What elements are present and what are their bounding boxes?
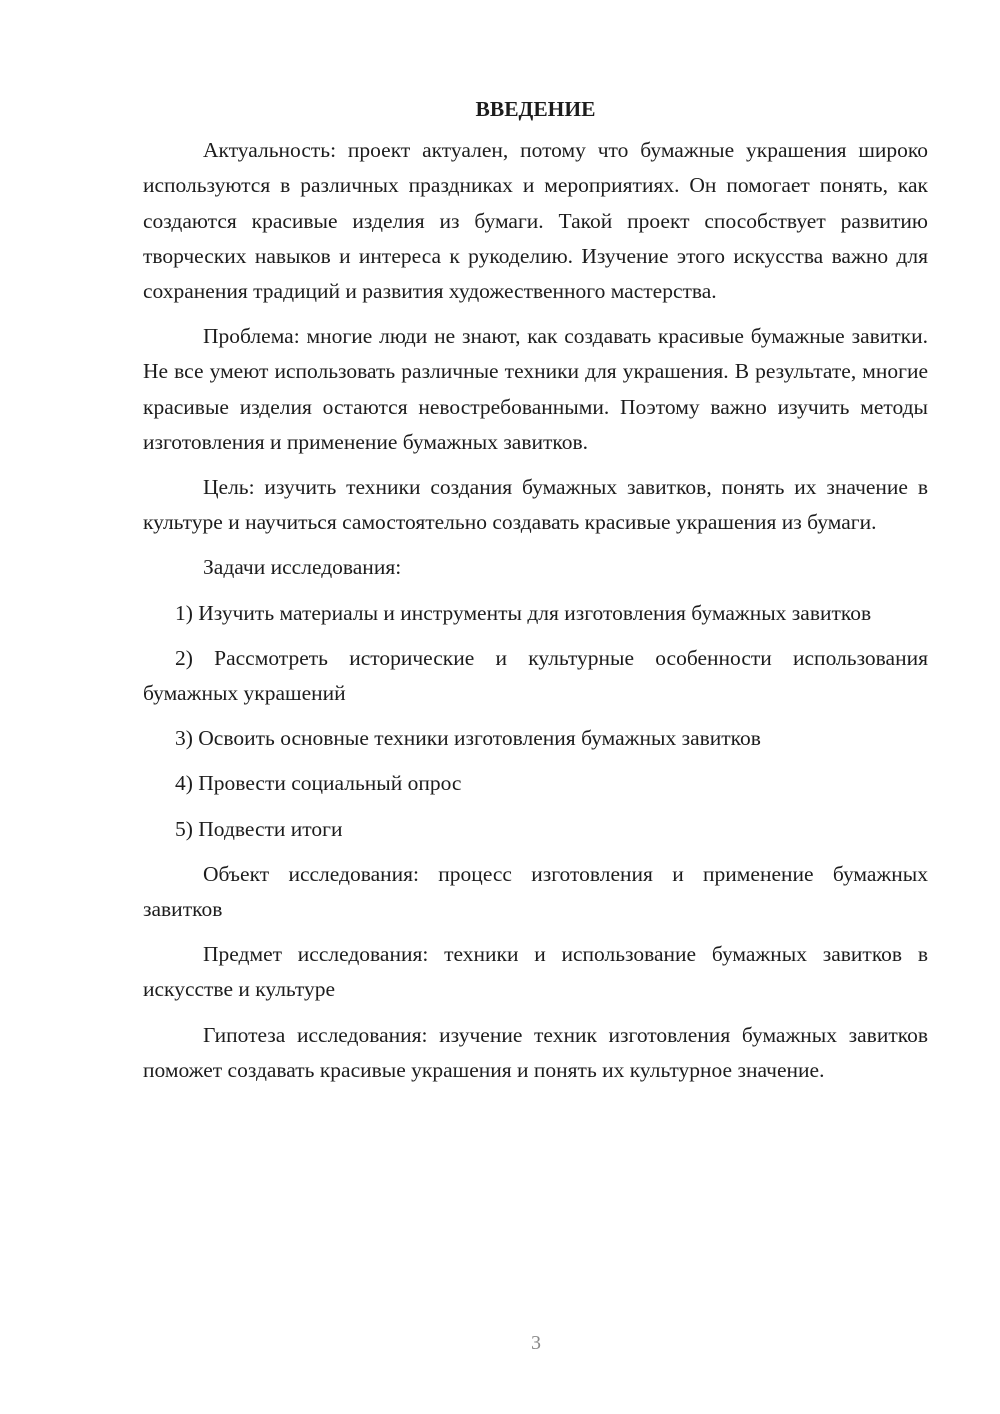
relevance-paragraph: Актуальность: проект актуален, потому что бумажные украшения широко используются в различных праздниках и мероприятиях. Он помогает понять, как создаются красивые изделия из бумаги. Такой проект способствует развитию творческих навыков и интереса к рукоделию. Изучение этого искусства важно для сохранения традиций и развития художественного мастерства. [143,138,928,304]
tasks-heading: Задачи исследования: [203,555,402,580]
object-paragraph: Объект исследования: процесс изготовления и применение бумажных завитков [143,861,928,922]
task-item-3: 3) Освоить основные техники изготовления бумажных завитков [175,726,761,751]
subject-paragraph: Предмет исследования: техники и использование бумажных завитков в искусстве и культуре [143,942,928,1002]
task-item-1: 1) Изучить материалы и инструменты для изготовления бумажных завитков [175,600,872,625]
task-item-5: 5) Подвести итоги [175,816,343,841]
page-number: 3 [531,1332,541,1354]
goal-paragraph: Цель: изучить техники создания бумажных завитков, понять их значение в культуре и научиться самостоятельно создавать красивые украшения из бумаги. [143,475,928,535]
task-item-2: 2) Рассмотреть исторические и культурные особенности использования бумажных украшений [143,645,928,706]
task-item-4: 4) Провести социальный опрос [175,771,462,796]
page-content [143,92,928,1098]
section-title: ВВЕДЕНИЕ [475,97,596,121]
hypothesis-paragraph: Гипотеза исследования: изучение техник изготовления бумажных завитков поможет создавать красивые украшения и понять их культурное значение. [143,1022,928,1082]
problem-paragraph: Проблема: многие люди не знают, как создавать красивые бумажные завитки. Не все умеют использовать различные техники для украшения. В результате, многие красивые изделия остаются невостребованными. Поэтому важно изучить методы изготовления и применение бумажных завитков. [143,324,928,454]
